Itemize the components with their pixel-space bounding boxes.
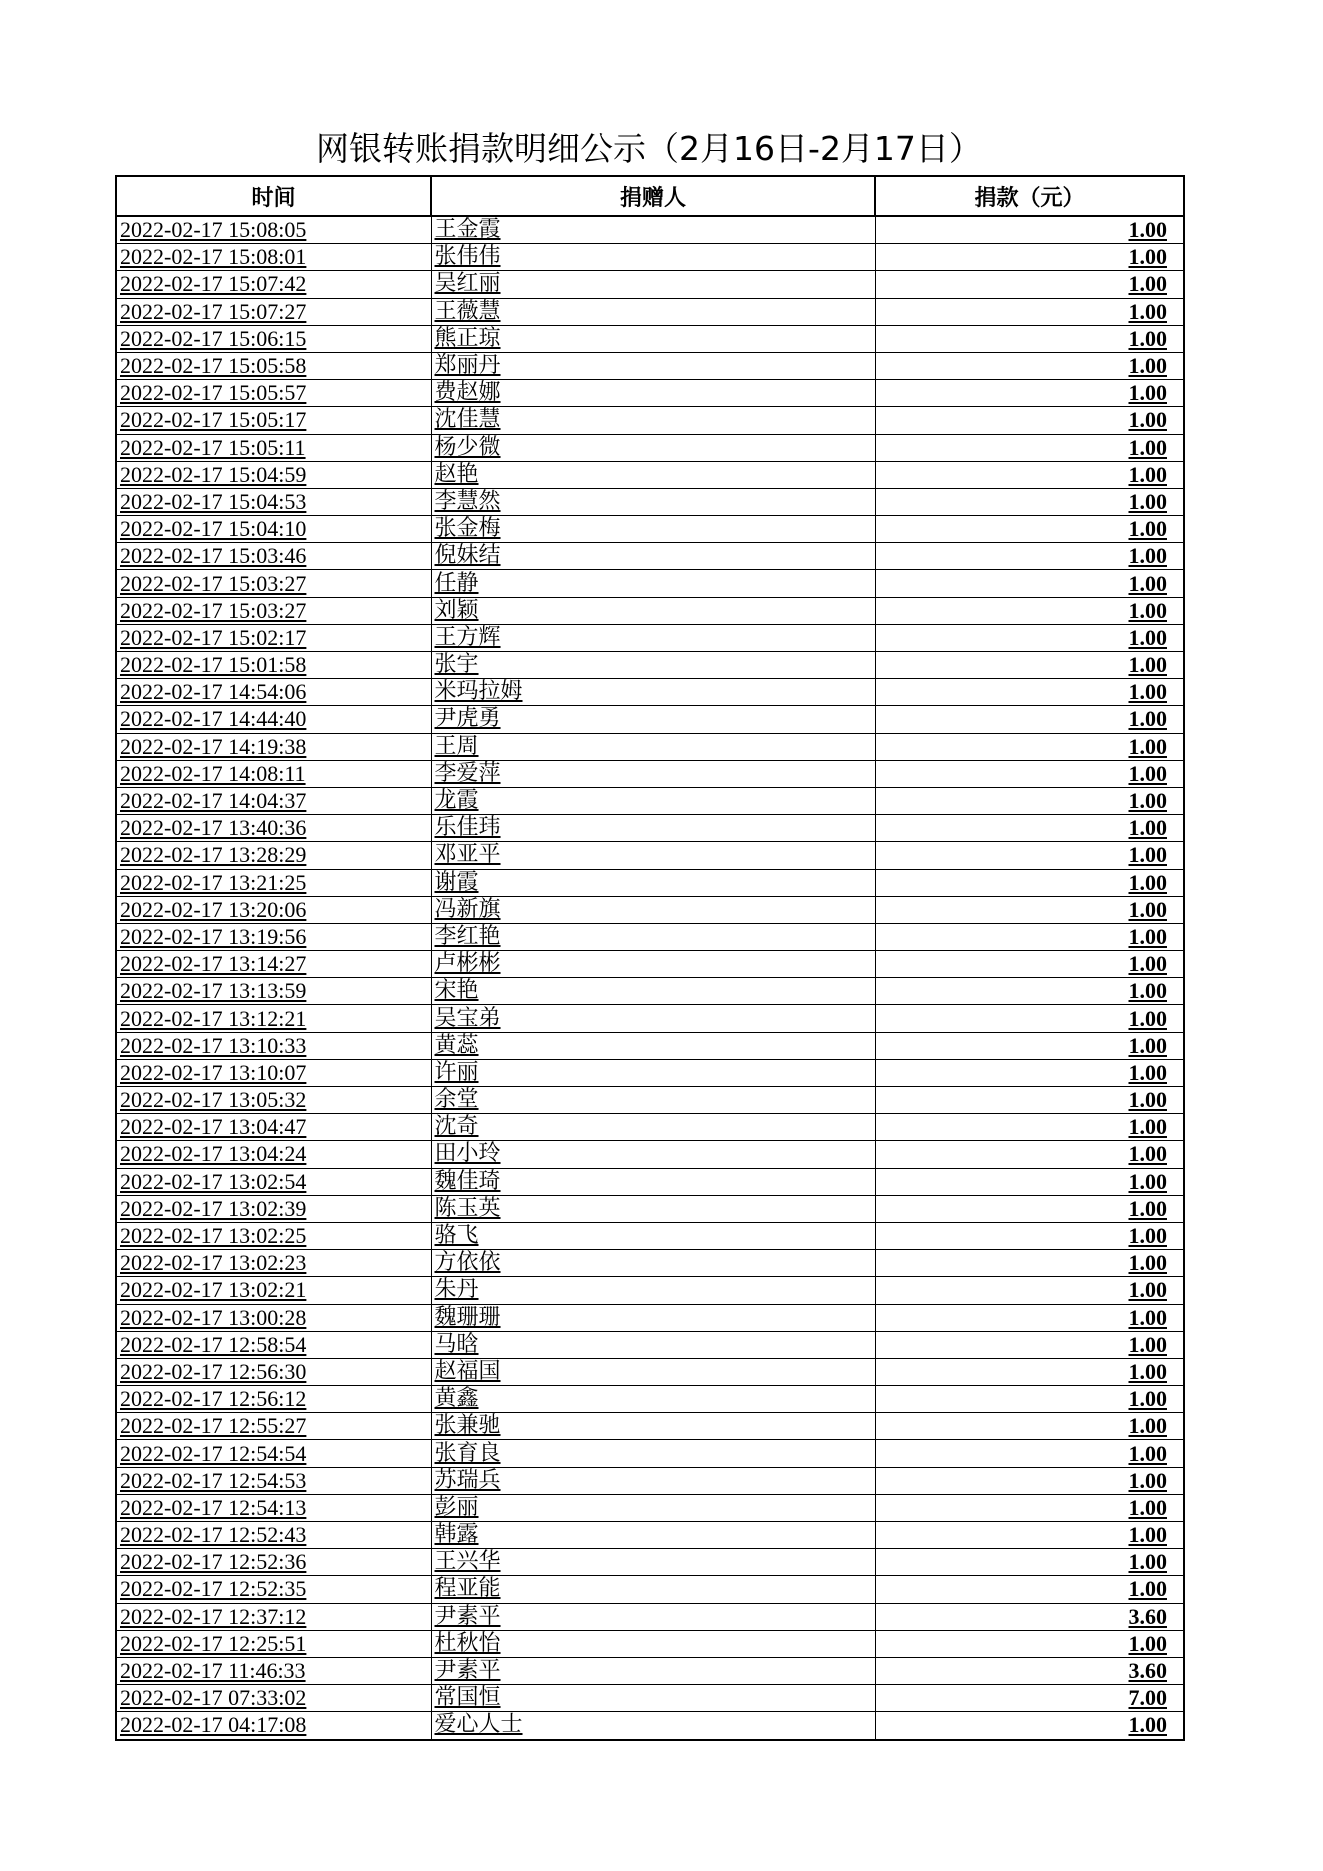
amount-cell: 1.00 [875, 951, 1184, 978]
table-row [116, 1168, 1184, 1195]
amount-cell: 1.00 [875, 1087, 1184, 1114]
table-row [116, 1087, 1184, 1114]
table-row [116, 1413, 1184, 1440]
donor-cell: 宋艳 [431, 978, 875, 1005]
amount-cell: 1.00 [875, 570, 1184, 597]
time-cell: 2022-02-17 15:05:17 [116, 407, 431, 434]
time-cell: 2022-02-17 12:54:53 [116, 1467, 431, 1494]
amount-cell: 1.00 [875, 869, 1184, 896]
time-cell: 2022-02-17 13:28:29 [116, 842, 431, 869]
table-row [116, 1494, 1184, 1521]
table-row [116, 923, 1184, 950]
table-row [116, 815, 1184, 842]
page-title: 网银转账捐款明细公示（2月16日-2月17日） [316, 129, 982, 168]
donor-cell: 米玛拉姆 [431, 679, 875, 706]
amount-cell: 1.00 [875, 434, 1184, 461]
amount-cell: 1.00 [875, 1630, 1184, 1657]
donor-cell: 爱心人士 [431, 1712, 875, 1740]
table-row [116, 1358, 1184, 1385]
donor-cell: 常国恒 [431, 1685, 875, 1712]
table-row [116, 1277, 1184, 1304]
table-row [116, 298, 1184, 325]
donor-cell: 赵福国 [431, 1358, 875, 1385]
amount-cell: 1.00 [875, 352, 1184, 379]
donor-cell: 吴宝弟 [431, 1005, 875, 1032]
donor-cell: 王金霞 [431, 216, 875, 244]
time-cell: 2022-02-17 07:33:02 [116, 1685, 431, 1712]
amount-cell: 1.00 [875, 733, 1184, 760]
table-row [116, 352, 1184, 379]
time-cell: 2022-02-17 13:02:54 [116, 1168, 431, 1195]
header-donor: 捐赠人 [431, 176, 875, 216]
time-cell: 2022-02-17 13:00:28 [116, 1304, 431, 1331]
donor-cell: 王薇慧 [431, 298, 875, 325]
amount-cell: 1.00 [875, 1712, 1184, 1740]
time-cell: 2022-02-17 15:03:27 [116, 570, 431, 597]
amount-cell: 1.00 [875, 1549, 1184, 1576]
time-cell: 2022-02-17 13:02:25 [116, 1222, 431, 1249]
header-time: 时间 [116, 176, 431, 216]
amount-cell: 1.00 [875, 1386, 1184, 1413]
amount-cell: 1.00 [875, 679, 1184, 706]
time-cell: 2022-02-17 15:04:59 [116, 461, 431, 488]
time-cell: 2022-02-17 13:04:47 [116, 1114, 431, 1141]
amount-cell: 1.00 [875, 1440, 1184, 1467]
donor-cell: 张伟伟 [431, 244, 875, 271]
amount-cell: 1.00 [875, 1005, 1184, 1032]
table-row [116, 271, 1184, 298]
table-row [116, 1331, 1184, 1358]
donor-cell: 费赵娜 [431, 380, 875, 407]
time-cell: 2022-02-17 13:10:33 [116, 1032, 431, 1059]
time-cell: 2022-02-17 15:04:10 [116, 516, 431, 543]
donor-cell: 杨少微 [431, 434, 875, 461]
time-cell: 2022-02-17 15:05:11 [116, 434, 431, 461]
amount-cell: 1.00 [875, 1032, 1184, 1059]
donor-cell: 张育良 [431, 1440, 875, 1467]
amount-cell: 1.00 [875, 1576, 1184, 1603]
table-row [116, 978, 1184, 1005]
time-cell: 2022-02-17 12:55:27 [116, 1413, 431, 1440]
table-row [116, 597, 1184, 624]
table-row [116, 216, 1184, 244]
time-cell: 2022-02-17 12:52:35 [116, 1576, 431, 1603]
donor-cell: 李慧然 [431, 488, 875, 515]
table-row [116, 461, 1184, 488]
amount-cell: 1.00 [875, 896, 1184, 923]
table-row [116, 1386, 1184, 1413]
time-cell: 2022-02-17 15:06:15 [116, 325, 431, 352]
amount-cell: 1.00 [875, 543, 1184, 570]
amount-cell: 1.00 [875, 923, 1184, 950]
amount-cell: 1.00 [875, 1304, 1184, 1331]
donor-cell: 魏佳琦 [431, 1168, 875, 1195]
time-cell: 2022-02-17 13:04:24 [116, 1141, 431, 1168]
table-row [116, 1657, 1184, 1684]
amount-cell: 1.00 [875, 1059, 1184, 1086]
donor-cell: 熊正琼 [431, 325, 875, 352]
donation-table [115, 175, 1185, 1741]
table-row [116, 842, 1184, 869]
donor-cell: 郑丽丹 [431, 352, 875, 379]
donor-cell: 尹虎勇 [431, 706, 875, 733]
amount-cell: 1.00 [875, 1250, 1184, 1277]
donor-cell: 倪妹结 [431, 543, 875, 570]
table-row [116, 325, 1184, 352]
table-row [116, 434, 1184, 461]
donor-cell: 彭丽 [431, 1494, 875, 1521]
donor-cell: 赵艳 [431, 461, 875, 488]
time-cell: 2022-02-17 15:08:05 [116, 216, 431, 244]
table-row [116, 787, 1184, 814]
time-cell: 2022-02-17 13:13:59 [116, 978, 431, 1005]
donor-cell: 程亚能 [431, 1576, 875, 1603]
time-cell: 2022-02-17 13:02:21 [116, 1277, 431, 1304]
amount-cell: 1.00 [875, 1222, 1184, 1249]
table-row [116, 1712, 1184, 1740]
amount-cell: 1.00 [875, 407, 1184, 434]
donor-cell: 马晗 [431, 1331, 875, 1358]
table-row [116, 951, 1184, 978]
donor-cell: 许丽 [431, 1059, 875, 1086]
donor-cell: 张金梅 [431, 516, 875, 543]
time-cell: 2022-02-17 13:02:23 [116, 1250, 431, 1277]
time-cell: 2022-02-17 12:58:54 [116, 1331, 431, 1358]
table-row [116, 543, 1184, 570]
time-cell: 2022-02-17 15:05:58 [116, 352, 431, 379]
time-cell: 2022-02-17 11:46:33 [116, 1657, 431, 1684]
donor-cell: 任静 [431, 570, 875, 597]
donor-cell: 龙霞 [431, 787, 875, 814]
table-row [116, 1549, 1184, 1576]
amount-cell: 1.00 [875, 1413, 1184, 1440]
amount-cell: 1.00 [875, 815, 1184, 842]
donor-cell: 王周 [431, 733, 875, 760]
time-cell: 2022-02-17 12:54:13 [116, 1494, 431, 1521]
table-row [116, 1141, 1184, 1168]
amount-cell: 1.00 [875, 1195, 1184, 1222]
time-cell: 2022-02-17 15:04:53 [116, 488, 431, 515]
table-row [116, 244, 1184, 271]
donor-cell: 骆飞 [431, 1222, 875, 1249]
table-row [116, 624, 1184, 651]
amount-cell: 1.00 [875, 1494, 1184, 1521]
time-cell: 2022-02-17 14:19:38 [116, 733, 431, 760]
donor-cell: 黄鑫 [431, 1386, 875, 1413]
amount-cell: 1.00 [875, 978, 1184, 1005]
donor-cell: 张兼驰 [431, 1413, 875, 1440]
table-row [116, 1250, 1184, 1277]
time-cell: 2022-02-17 15:02:17 [116, 624, 431, 651]
table-row [116, 706, 1184, 733]
donor-cell: 王兴华 [431, 1549, 875, 1576]
time-cell: 2022-02-17 12:56:12 [116, 1386, 431, 1413]
amount-cell: 1.00 [875, 1358, 1184, 1385]
amount-cell: 1.00 [875, 787, 1184, 814]
table-row [116, 1005, 1184, 1032]
time-cell: 2022-02-17 15:01:58 [116, 652, 431, 679]
table-row [116, 1467, 1184, 1494]
time-cell: 2022-02-17 15:07:42 [116, 271, 431, 298]
time-cell: 2022-02-17 15:03:46 [116, 543, 431, 570]
table-row [116, 679, 1184, 706]
donor-cell: 田小玲 [431, 1141, 875, 1168]
donor-cell: 陈玉英 [431, 1195, 875, 1222]
amount-cell: 3.60 [875, 1603, 1184, 1630]
table-row [116, 760, 1184, 787]
table-row [116, 1576, 1184, 1603]
amount-cell: 1.00 [875, 488, 1184, 515]
donor-cell: 吴红丽 [431, 271, 875, 298]
table-row [116, 1603, 1184, 1630]
time-cell: 2022-02-17 12:37:12 [116, 1603, 431, 1630]
donor-cell: 王方辉 [431, 624, 875, 651]
time-cell: 2022-02-17 12:52:43 [116, 1522, 431, 1549]
table-row [116, 1630, 1184, 1657]
donor-cell: 余堂 [431, 1087, 875, 1114]
time-cell: 2022-02-17 13:20:06 [116, 896, 431, 923]
amount-cell: 1.00 [875, 516, 1184, 543]
donor-cell: 尹素平 [431, 1603, 875, 1630]
amount-cell: 1.00 [875, 652, 1184, 679]
amount-cell: 1.00 [875, 1114, 1184, 1141]
amount-cell: 1.00 [875, 1277, 1184, 1304]
amount-cell: 1.00 [875, 1141, 1184, 1168]
table-row [116, 488, 1184, 515]
donor-cell: 尹素平 [431, 1657, 875, 1684]
time-cell: 2022-02-17 04:17:08 [116, 1712, 431, 1740]
amount-cell: 1.00 [875, 461, 1184, 488]
amount-cell: 3.60 [875, 1657, 1184, 1684]
time-cell: 2022-02-17 12:52:36 [116, 1549, 431, 1576]
donor-cell: 李爱萍 [431, 760, 875, 787]
table-row [116, 380, 1184, 407]
amount-cell: 1.00 [875, 842, 1184, 869]
amount-cell: 1.00 [875, 1168, 1184, 1195]
amount-cell: 1.00 [875, 298, 1184, 325]
time-cell: 2022-02-17 14:08:11 [116, 760, 431, 787]
time-cell: 2022-02-17 13:10:07 [116, 1059, 431, 1086]
donor-cell: 乐佳玮 [431, 815, 875, 842]
time-cell: 2022-02-17 15:08:01 [116, 244, 431, 271]
time-cell: 2022-02-17 14:44:40 [116, 706, 431, 733]
time-cell: 2022-02-17 13:05:32 [116, 1087, 431, 1114]
amount-cell: 1.00 [875, 216, 1184, 244]
time-cell: 2022-02-17 13:19:56 [116, 923, 431, 950]
time-cell: 2022-02-17 12:25:51 [116, 1630, 431, 1657]
table-row [116, 1440, 1184, 1467]
donor-cell: 韩露 [431, 1522, 875, 1549]
donor-cell: 沈佳慧 [431, 407, 875, 434]
time-cell: 2022-02-17 13:40:36 [116, 815, 431, 842]
amount-cell: 1.00 [875, 1522, 1184, 1549]
header-amount: 捐款（元） [875, 176, 1184, 216]
donor-cell: 李红艳 [431, 923, 875, 950]
table-row [116, 570, 1184, 597]
donor-cell: 杜秋怡 [431, 1630, 875, 1657]
donor-cell: 冯新旗 [431, 896, 875, 923]
table-row [116, 1032, 1184, 1059]
table-row [116, 1304, 1184, 1331]
time-cell: 2022-02-17 15:03:27 [116, 597, 431, 624]
amount-cell: 1.00 [875, 597, 1184, 624]
time-cell: 2022-02-17 14:54:06 [116, 679, 431, 706]
table-row [116, 1222, 1184, 1249]
donor-cell: 谢霞 [431, 869, 875, 896]
time-cell: 2022-02-17 12:54:54 [116, 1440, 431, 1467]
donor-cell: 朱丹 [431, 1277, 875, 1304]
time-cell: 2022-02-17 13:14:27 [116, 951, 431, 978]
time-cell: 2022-02-17 13:12:21 [116, 1005, 431, 1032]
time-cell: 2022-02-17 15:07:27 [116, 298, 431, 325]
amount-cell: 1.00 [875, 325, 1184, 352]
donor-cell: 邓亚平 [431, 842, 875, 869]
table-row [116, 1195, 1184, 1222]
donor-cell: 卢彬彬 [431, 951, 875, 978]
table-row [116, 869, 1184, 896]
table-row [116, 896, 1184, 923]
table-row [116, 407, 1184, 434]
time-cell: 2022-02-17 12:56:30 [116, 1358, 431, 1385]
donor-cell: 刘颖 [431, 597, 875, 624]
amount-cell: 1.00 [875, 271, 1184, 298]
table-row [116, 652, 1184, 679]
amount-cell: 7.00 [875, 1685, 1184, 1712]
amount-cell: 1.00 [875, 1467, 1184, 1494]
donor-cell: 魏珊珊 [431, 1304, 875, 1331]
table-row [116, 1059, 1184, 1086]
amount-cell: 1.00 [875, 244, 1184, 271]
time-cell: 2022-02-17 15:05:57 [116, 380, 431, 407]
time-cell: 2022-02-17 13:21:25 [116, 869, 431, 896]
donor-cell: 苏瑞兵 [431, 1467, 875, 1494]
table-row [116, 1685, 1184, 1712]
donor-cell: 黄蕊 [431, 1032, 875, 1059]
time-cell: 2022-02-17 13:02:39 [116, 1195, 431, 1222]
table-row [116, 1114, 1184, 1141]
amount-cell: 1.00 [875, 760, 1184, 787]
amount-cell: 1.00 [875, 1331, 1184, 1358]
donor-cell: 方依依 [431, 1250, 875, 1277]
amount-cell: 1.00 [875, 380, 1184, 407]
donor-cell: 沈奇 [431, 1114, 875, 1141]
table-body [116, 216, 1184, 1740]
table-row [116, 733, 1184, 760]
table-row [116, 1522, 1184, 1549]
table-header-row [116, 176, 1184, 216]
time-cell: 2022-02-17 14:04:37 [116, 787, 431, 814]
donor-cell: 张宇 [431, 652, 875, 679]
amount-cell: 1.00 [875, 706, 1184, 733]
table-row [116, 516, 1184, 543]
amount-cell: 1.00 [875, 624, 1184, 651]
